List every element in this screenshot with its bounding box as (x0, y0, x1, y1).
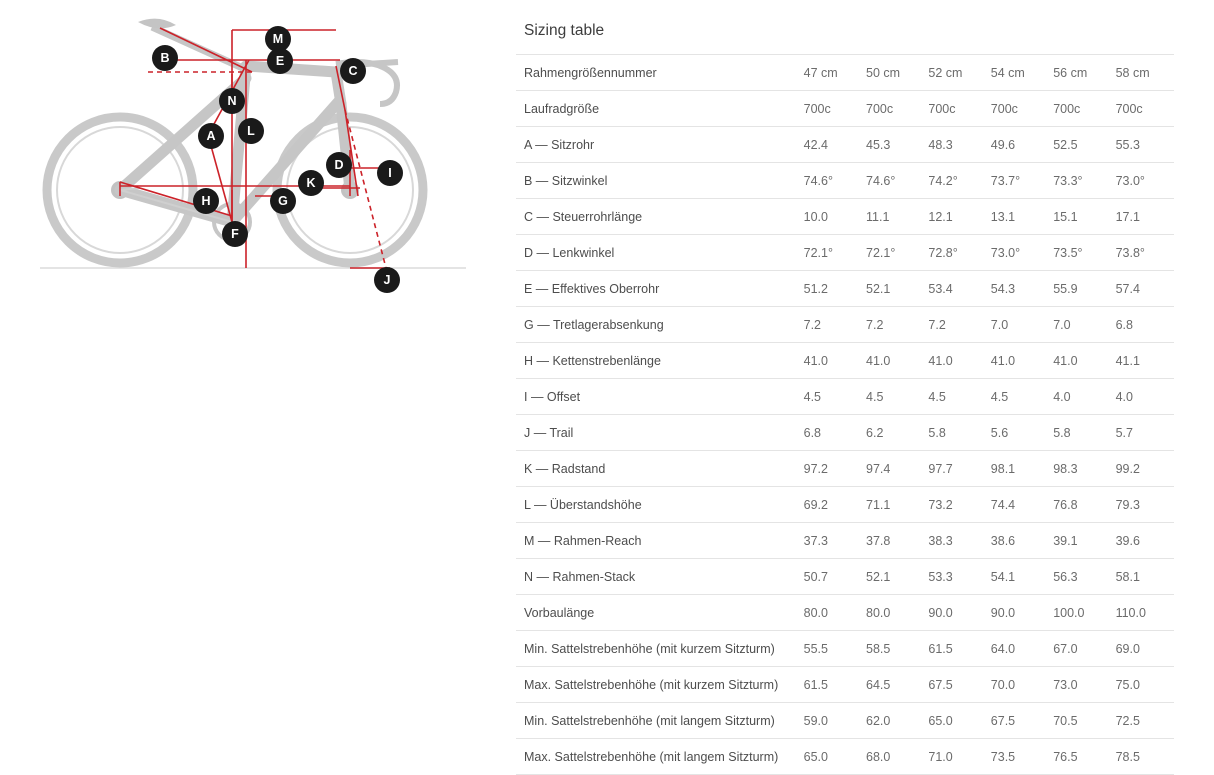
bike-diagram-svg (0, 0, 500, 320)
row-value: 41.1 (1115, 353, 1140, 368)
callout-B: B (152, 45, 178, 71)
row-value: 7.2 (866, 317, 884, 332)
row-value: 50 cm (866, 65, 901, 80)
callout-F: F (222, 221, 248, 247)
row-value: 99.2 (1115, 461, 1140, 476)
row-label: D — Lenkwinkel (524, 245, 615, 260)
row-label: Vorbaulänge (524, 605, 595, 620)
row-value: 7.2 (803, 317, 822, 332)
row-label: Min. Sattelstrebenhöhe (mit kurzem Sitzturm) (524, 641, 775, 656)
row-value: 54.3 (990, 281, 1016, 296)
row-label: N — Rahmen-Stack (524, 569, 636, 584)
row-value: 72.1° (803, 245, 833, 260)
row-value: 65.0 (928, 713, 953, 728)
row-label: I — Offset (524, 389, 581, 404)
row-value: 76.5 (1053, 749, 1078, 764)
row-label: Laufradgröße (524, 101, 600, 116)
row-value: 37.3 (803, 533, 828, 548)
row-value: 97.2 (803, 461, 828, 476)
row-value: 50.7 (803, 569, 828, 584)
sizing-table-title: Sizing table (524, 22, 605, 39)
table-row (516, 415, 1174, 451)
row-value: 700c (866, 101, 894, 116)
row-value: 700c (1115, 101, 1143, 116)
row-value: 4.0 (1053, 389, 1071, 404)
row-value: 74.6° (866, 173, 896, 188)
callout-D: D (326, 152, 352, 178)
table-row (516, 271, 1174, 307)
row-value: 73.0° (990, 245, 1021, 260)
row-value: 64.0 (990, 641, 1016, 656)
row-value: 48.3 (928, 137, 953, 152)
row-value: 110.0 (1115, 605, 1146, 620)
table-row (516, 451, 1174, 487)
row-value: 71.0 (928, 749, 953, 764)
row-value: 76.8 (1053, 497, 1078, 512)
row-value: 38.6 (990, 533, 1016, 548)
row-value: 72.8° (928, 245, 958, 260)
callout-K: K (298, 170, 324, 196)
row-value: 73.2 (928, 497, 953, 512)
row-value: 10.0 (803, 209, 828, 224)
row-value: 73.8° (1115, 245, 1145, 260)
row-value: 41.0 (866, 353, 891, 368)
row-value: 700c (928, 101, 956, 116)
row-value: 700c (1053, 101, 1081, 116)
row-value: 45.3 (866, 137, 891, 152)
table-row (516, 523, 1174, 559)
table-row (516, 163, 1174, 199)
callout-G: G (270, 188, 296, 214)
row-value: 4.5 (866, 389, 884, 404)
callout-L: L (238, 118, 264, 144)
row-label: C — Steuerrohrlänge (524, 209, 643, 224)
row-value: 47 cm (803, 65, 838, 80)
row-value: 52.1 (866, 281, 891, 296)
row-value: 62.0 (866, 713, 891, 728)
table-row (516, 559, 1174, 595)
row-label: L — Überstandshöhe (524, 497, 642, 512)
callout-H: H (193, 188, 219, 214)
row-value: 7.0 (1053, 317, 1071, 332)
row-value: 74.6° (803, 173, 833, 188)
table-row (516, 127, 1174, 163)
row-value: 73.0 (1053, 677, 1078, 692)
row-label: Min. Sattelstrebenhöhe (mit langem Sitzturm) (524, 713, 775, 728)
row-value: 52 cm (928, 65, 963, 80)
row-value: 15.1 (1053, 209, 1078, 224)
table-row (516, 343, 1174, 379)
row-value: 38.3 (928, 533, 953, 548)
row-value: 37.8 (866, 533, 891, 548)
row-value: 65.0 (803, 749, 828, 764)
row-value: 56 cm (1053, 65, 1088, 80)
row-label: E — Effektives Oberrohr (524, 281, 660, 296)
row-value: 52.5 (1053, 137, 1078, 152)
row-value: 73.5 (990, 749, 1016, 764)
table-row (516, 55, 1174, 91)
row-value: 12.1 (928, 209, 953, 224)
row-value: 52.1 (866, 569, 891, 584)
row-label: Rahmengrößennummer (524, 65, 657, 80)
row-value: 17.1 (1115, 209, 1140, 224)
table-row (516, 307, 1174, 343)
row-value: 53.3 (928, 569, 953, 584)
table-row (516, 379, 1174, 415)
row-value: 61.5 (803, 677, 828, 692)
row-value: 51.2 (803, 281, 828, 296)
row-value: 69.0 (1115, 641, 1140, 656)
row-value: 13.1 (990, 209, 1016, 224)
row-value: 7.2 (928, 317, 946, 332)
row-label: Max. Sattelstrebenhöhe (mit langem Sitzturm) (524, 749, 779, 764)
row-value: 11.1 (866, 209, 890, 224)
table-row (516, 739, 1174, 775)
row-value: 67.5 (990, 713, 1016, 728)
sizing-table-pane (500, 0, 1214, 764)
row-value: 41.0 (990, 353, 1016, 368)
row-label: K — Radstand (524, 461, 606, 476)
row-value: 700c (990, 101, 1018, 116)
callout-C: C (340, 58, 366, 84)
row-value: 80.0 (866, 605, 891, 620)
row-value: 39.1 (1053, 533, 1078, 548)
table-row (516, 667, 1174, 703)
row-value: 90.0 (990, 605, 1016, 620)
row-value: 4.0 (1115, 389, 1133, 404)
row-value: 6.2 (866, 425, 884, 440)
row-value: 4.5 (990, 389, 1009, 404)
row-value: 67.5 (928, 677, 953, 692)
row-value: 56.3 (1053, 569, 1078, 584)
callout-M: M (265, 26, 291, 52)
row-value: 5.8 (1053, 425, 1071, 440)
table-row (516, 235, 1174, 271)
row-value: 90.0 (928, 605, 953, 620)
row-value: 55.3 (1115, 137, 1140, 152)
row-value: 74.2° (928, 173, 958, 188)
row-value: 700c (803, 101, 831, 116)
row-value: 58.5 (866, 641, 891, 656)
row-value: 100.0 (1053, 605, 1085, 620)
saddle (138, 19, 176, 29)
callout-E: E (267, 48, 293, 74)
row-value: 61.5 (928, 641, 953, 656)
callout-I: I (377, 160, 403, 186)
callout-A: A (198, 123, 224, 149)
row-value: 70.0 (990, 677, 1016, 692)
bike-geometry-diagram (0, 0, 500, 741)
row-value: 4.5 (803, 389, 822, 404)
row-value: 74.4 (990, 497, 1016, 512)
callout-J: J (374, 267, 400, 293)
row-value: 42.4 (803, 137, 828, 152)
row-value: 41.0 (928, 353, 953, 368)
row-value: 69.2 (803, 497, 828, 512)
row-value: 6.8 (1115, 317, 1133, 332)
row-value: 54.1 (990, 569, 1016, 584)
row-value: 72.1° (866, 245, 896, 260)
row-value: 4.5 (928, 389, 946, 404)
row-value: 67.0 (1053, 641, 1078, 656)
row-value: 39.6 (1115, 533, 1140, 548)
table-row (516, 703, 1174, 739)
row-value: 5.6 (990, 425, 1009, 440)
row-value: 55.5 (803, 641, 828, 656)
table-row (516, 595, 1174, 631)
row-value: 80.0 (803, 605, 828, 620)
row-value: 73.5° (1053, 245, 1083, 260)
callout-N: N (219, 88, 245, 114)
row-value: 53.4 (928, 281, 953, 296)
row-value: 68.0 (866, 749, 891, 764)
row-value: 98.1 (990, 461, 1016, 476)
row-value: 6.8 (803, 425, 822, 440)
row-value: 54 cm (990, 65, 1025, 80)
row-value: 98.3 (1053, 461, 1078, 476)
row-value: 73.0° (1115, 173, 1145, 188)
row-value: 64.5 (866, 677, 891, 692)
row-label: H — Kettenstrebenlänge (524, 353, 661, 368)
row-value: 72.5 (1115, 713, 1140, 728)
row-value: 59.0 (803, 713, 828, 728)
sizing-table-body (516, 55, 1174, 775)
table-row (516, 91, 1174, 127)
row-value: 49.6 (990, 137, 1016, 152)
row-label: G — Tretlagerabsenkung (524, 317, 664, 332)
row-value: 97.7 (928, 461, 953, 476)
row-label: Max. Sattelstrebenhöhe (mit kurzem Sitzturm) (524, 677, 779, 692)
row-value: 58 cm (1115, 65, 1150, 80)
row-value: 79.3 (1115, 497, 1140, 512)
row-value: 78.5 (1115, 749, 1140, 764)
row-value: 55.9 (1053, 281, 1078, 296)
table-row (516, 487, 1174, 523)
row-value: 7.0 (990, 317, 1009, 332)
row-value: 58.1 (1115, 569, 1140, 584)
row-value: 70.5 (1053, 713, 1078, 728)
row-value: 73.7° (990, 173, 1021, 188)
table-row (516, 631, 1174, 667)
table-row (516, 199, 1174, 235)
row-label: B — Sitzwinkel (524, 173, 608, 188)
row-value: 41.0 (803, 353, 828, 368)
sizing-table (516, 54, 1174, 775)
row-label: J — Trail (524, 425, 574, 440)
row-value: 5.7 (1115, 425, 1133, 440)
row-value: 71.1 (866, 497, 891, 512)
row-value: 75.0 (1115, 677, 1140, 692)
row-value: 73.3° (1053, 173, 1083, 188)
row-value: 57.4 (1115, 281, 1140, 296)
row-value: 5.8 (928, 425, 946, 440)
row-value: 41.0 (1053, 353, 1078, 368)
row-label: M — Rahmen-Reach (524, 533, 642, 548)
row-label: A — Sitzrohr (524, 137, 595, 152)
row-value: 97.4 (866, 461, 891, 476)
